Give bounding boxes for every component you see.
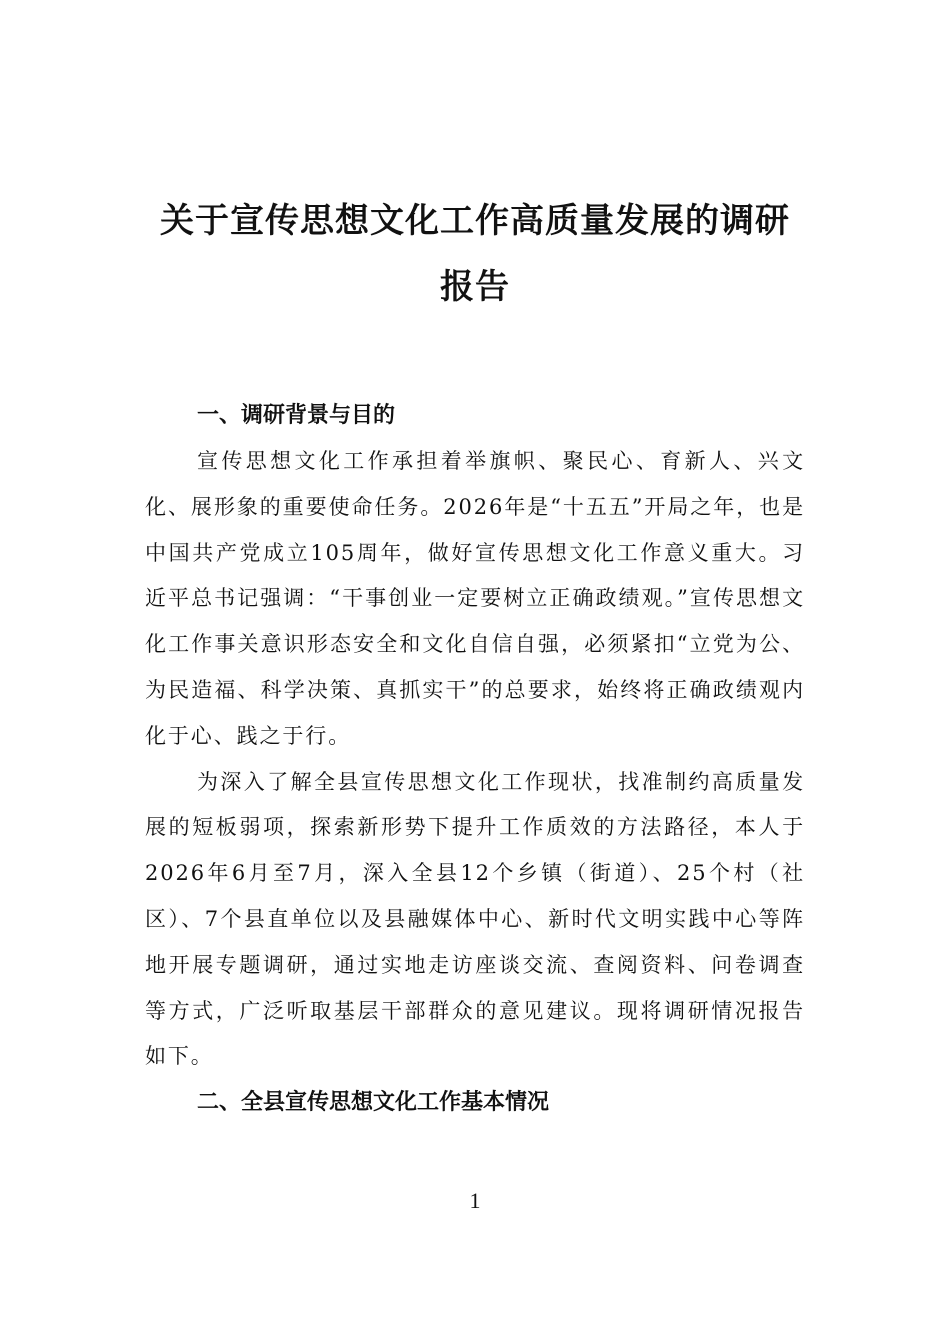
document-body	[145, 393, 805, 1126]
page-number: 1	[469, 1188, 481, 1213]
paragraph-1: 宣传思想文化工作承担着举旗帜、聚民心、育新人、兴文化、展形象的重要使命任务。2026年是“十五五”开局之年，也是中国共产党成立105周年，做好宣传思想文化工作意义重大。习近平总书记强调：“干事创业一定要树立正确政绩观。”宣传思想文化工作事关意识形态安全和文化自信自强，必须紧扣“立党为公、为民造福、科学决策、真抓实干”的总要求，始终将正确政绩观内化于心、践之于行。	[145, 449, 805, 748]
section-heading-1: 一、调研背景与目的	[197, 403, 396, 428]
paragraph-2: 为深入了解全县宣传思想文化工作现状，找准制约高质量发展的短板弱项，探索新形势下提升工作质效的方法路径，本人于2026年6月至7月，深入全县12个乡镇（街道）、25个村（社区）、7个县直单位以及县融媒体中心、新时代文明实践中心等阵地开展专题调研，通过实地走访座谈交流、查阅资料、问卷调查等方式，广泛听取基层干部群众的意见建议。现将调研情况报告如下。	[145, 769, 805, 1069]
document-title: 关于宣传思想文化工作高质量发展的调研报告	[160, 201, 790, 307]
section-heading-2: 二、全县宣传思想文化工作基本情况	[197, 1090, 550, 1116]
